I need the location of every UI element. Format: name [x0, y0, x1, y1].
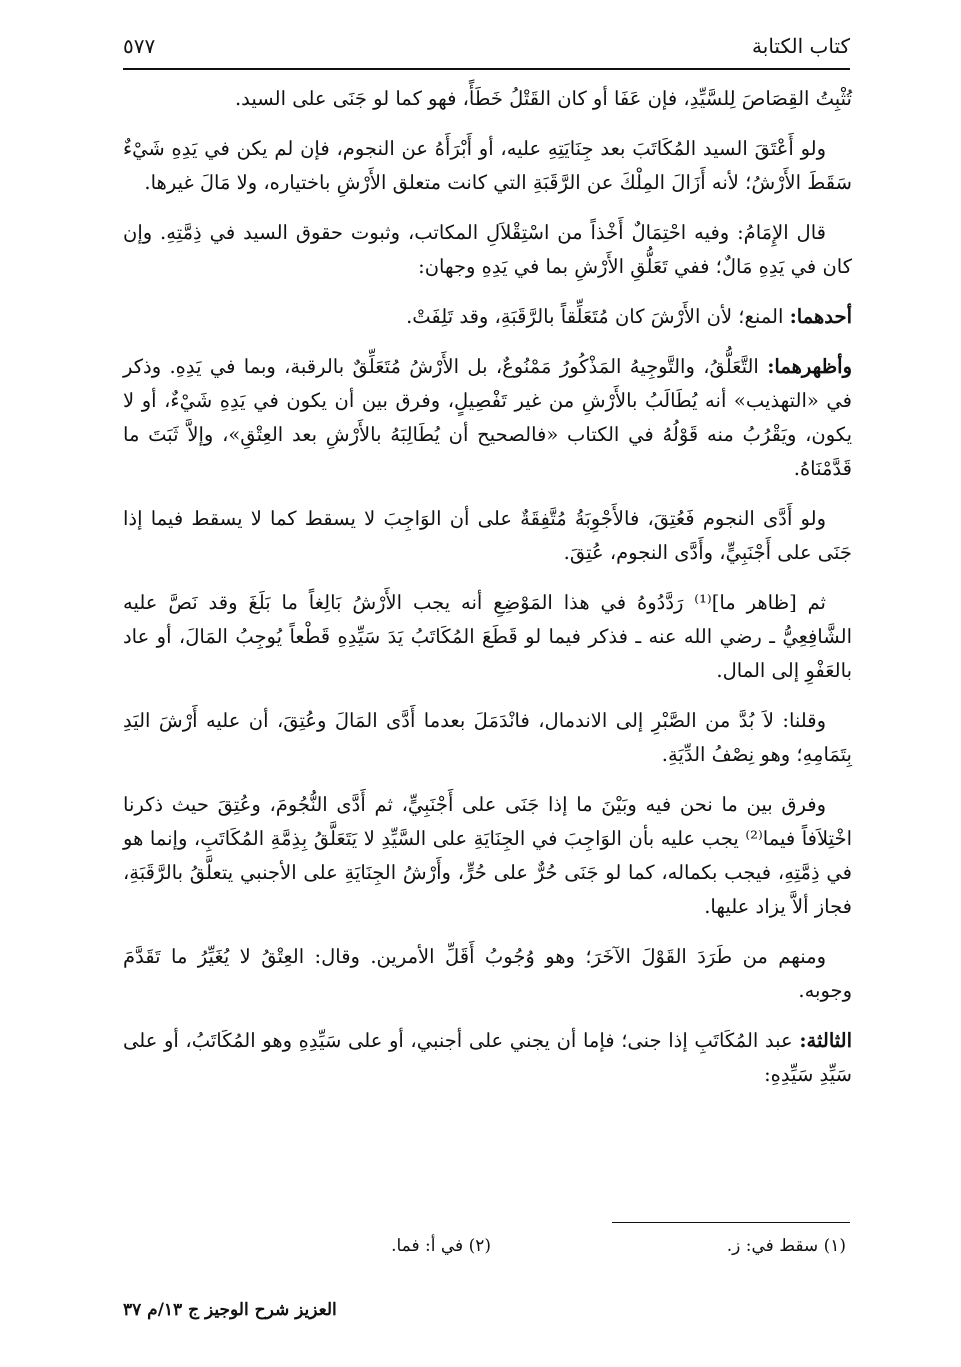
- paragraph: ومنهم من طَرَدَ القَوْلَ الآخَرَ؛ وهو وُجُوبُ أَقَلِّ الأمرين. وقال: العِتْقُ لا يُغَيِّرُ ما تَقَدَّمَ وجوبه.: [123, 945, 852, 1002]
- main-text: [123, 82, 852, 1108]
- book-title: كتاب الكتابة: [752, 34, 850, 58]
- running-header: [123, 28, 850, 70]
- paragraph-text: المنع؛ لأن الأَرْشَ كان مُتَعَلِّقاً بالرَّقَبَةِ، وقد تَلِفَتْ.: [406, 305, 784, 328]
- section-label: وأظهرهما:: [767, 355, 852, 378]
- paragraph: ثم [ظاهر ما]⁽¹⁾ رَدَّدُوهُ في هذا المَوْضِعِ أنه يجب الأَرْشُ بَالِغاً ما بَلَغَ وقد نَصَّ عليه الشَّافِعِيُّ ـ رضي الله عنه ـ فذكر فيما لو قَطَعَ المُكَاتَبُ يَدَ سَيِّدِهِ قَطْعاً يُوجِبُ المَالَ، أو عاد بالعَفْوِ إلى المال.: [123, 591, 852, 682]
- paragraph: قال الإِمَامُ: وفيه احْتِمَالٌ أَخْذاً من اسْتِقْلاَلِ المكاتب، وثبوت حقوق السيد في ذِمَّتِهِ. وإن كان في يَدِهِ مَالٌ؛ ففي تَعَلُّقِ الأَرْشِ بما في يَدِهِ وجهان:: [123, 221, 852, 278]
- paragraph: [123, 1024, 852, 1092]
- section-label: الثالثة:: [799, 1029, 853, 1052]
- footnote-1: (١) سقط في: ز.: [726, 1236, 846, 1256]
- paragraph-text: التَّعَلُّقُ، والتَّوجِيهُ المَذْكُورُ مَمْنُوعٌ، بل الأَرْشُ مُتَعَلِّقٌ بالرقبة، وبما في يَدِهِ. وذكر في «التهذيب» أنه يُطَالَبُ بالأَرْشِ من غير تَفْصِيلٍ، وفرق بين أن يكون في يَدِهِ شَيْءٌ، أو لا يكون، ويَقْرُبُ منه قَوْلُهُ في الكتاب «فالصحيح أن يُطَالِبَهُ بالأَرْشِ بعد العِتْقِ»، وإلاَّ ثَبَتَ ما قَدَّمْنَاهُ.: [123, 355, 852, 480]
- paragraph: وفرق بين ما نحن فيه وبَيْنَ ما إذا جَنَى على أَجْنَبِيٍّ، ثم أَدَّى النُّجُومَ، وعُتِقَ حيث ذكرنا اخْتِلاَفاً فيما⁽²⁾ يجب عليه بأن الوَاجِبَ في الجِنَايَةِ على السَّيِّدِ لا يَتَعَلَّقُ بِذِمَّةِ المُكَاتَبِ، وإنما هو في ذِمَّتِهِ، فيجب بكماله، كما لو جَنَى حُرٌّ على حُرٍّ، وأَرْشُ الجِنَايَةِ على الأجنبي يتعلَّقُ بالرَّقَبَةِ، فجاز ألاَّ يزاد عليها.: [123, 793, 852, 918]
- paragraph: [123, 350, 852, 486]
- paragraph: [123, 300, 852, 334]
- paragraph: تُثْبِتُ القِصَاصَ لِلسَّيِّدِ، فإن عَفَا أو كان القَتْلُ خَطَأً، فهو كما لو جَنَى على السيد.: [234, 87, 852, 110]
- paragraph-text: عبد المُكَاتَبِ إذا جنى؛ فإما أن يجني على أجنبي، أو على سَيِّدِهِ وهو المُكَاتَبُ، أو على سَيِّدِ سَيِّدِهِ:: [123, 1029, 852, 1086]
- paragraph: ولو أَعْتَقَ السيد المُكَاتَبَ بعد جِنَايَتِهِ عليه، أو أَبْرَأَهُ عن النجوم، فإن لم يكن في يَدِهِ شَيْءٌ سَقَطَ الأَرْشُ؛ لأنه أَزَالَ المِلْكَ عن الرَّقَبَةِ التي كانت متعلق الأَرْشِ باختياره، ولا مَالَ غيرها.: [123, 137, 852, 194]
- signature-footer: العزيز شرح الوجيز ج ١٣/م ٣٧: [123, 1300, 337, 1320]
- paragraph: ولو أَدَّى النجوم فَعُتِقَ، فالأَجْوِبَةُ مُتَّفِقَةٌ على أن الوَاجِبَ لا يسقط كما لا يسقط فيما إذا جَنَى على أَجْنَبِيٍّ، وأَدَّى النجوم، عُتِقَ.: [123, 507, 852, 564]
- paragraph: وقلنا: لاَ بُدَّ من الصَّبْرِ إلى الاندمال، فانْدَمَلَ بعدما أَدَّى المَالَ وعُتِقَ، أن عليه أَرْشَ اليَدِ بِتَمَامِهِ؛ وهو نِصْفُ الدِّيَةِ.: [123, 709, 852, 766]
- section-label: أحدهما:: [789, 305, 852, 328]
- page-number: ٥٧٧: [123, 34, 156, 58]
- footnote-2: (٢) في أ: فما.: [391, 1236, 491, 1256]
- footnote-separator: [612, 1222, 850, 1223]
